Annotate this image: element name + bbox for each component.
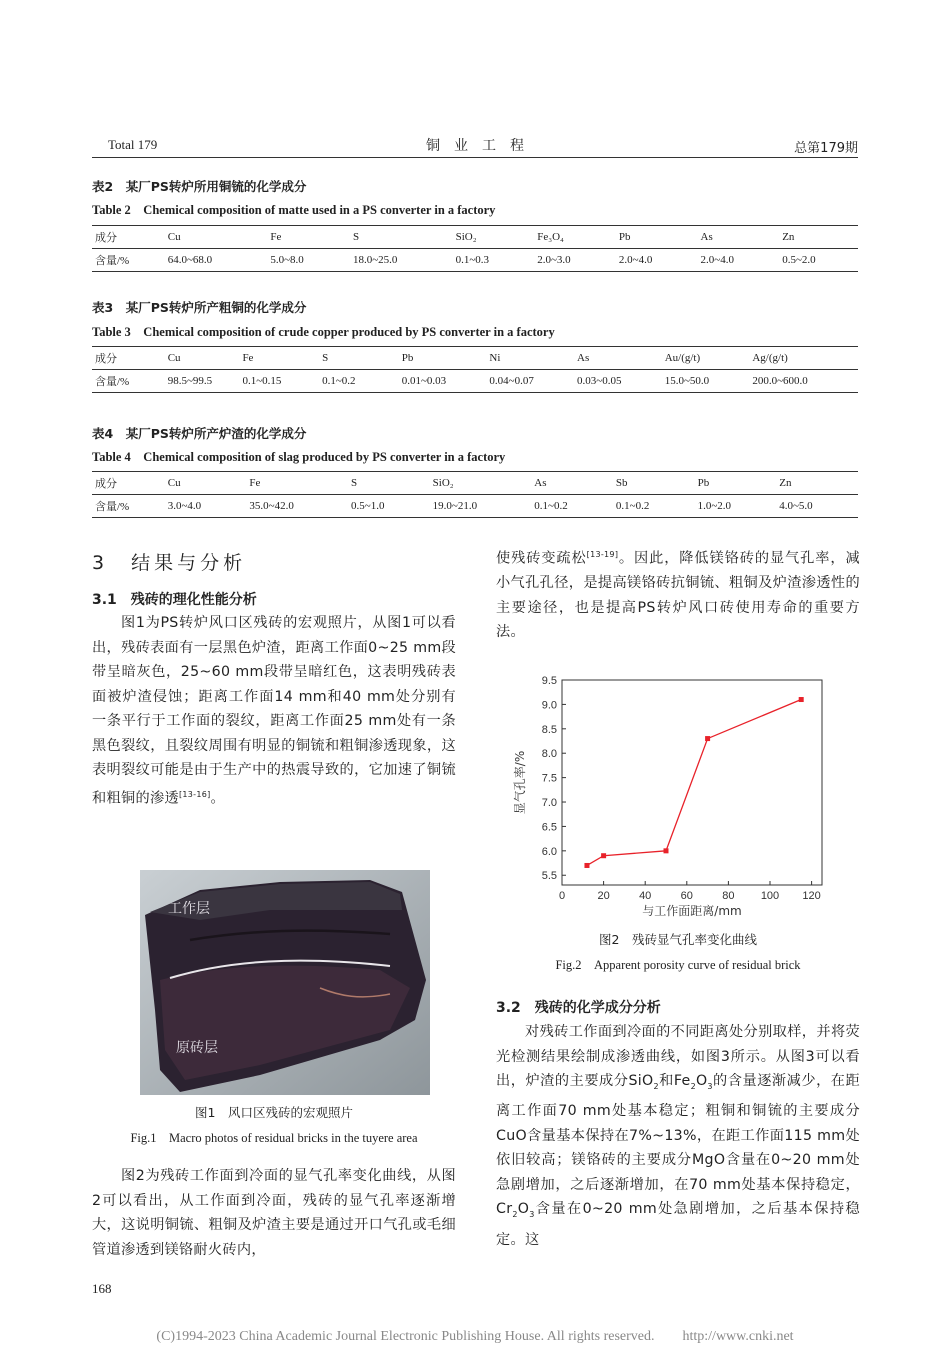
table-cell: S (322, 347, 402, 370)
p32-d: 的含量逐渐减少，在距离工作面70 mm处基本稳定；粗铜和铜锍的主要成分CuO含量基本保持在7%~13%，在距工作面115 mm处依旧较高；镁铬砖的主要成分MgO含量在0~20 mm处急剧增加，之后逐渐增加，在70 mm处基本保持稳定，Cr (496, 1073, 861, 1218)
table-header-row (92, 226, 858, 249)
fig1-caption-cn: 图1 风口区残砖的宏观照片 (195, 1105, 353, 1120)
fig2-caption-en: Fig.2 Apparent porosity curve of residual brick (555, 958, 801, 972)
table-cell: 0.5~1.0 (351, 495, 433, 518)
subsection-3-2-title: 3.2 残砖的化学成分分析 (496, 1000, 661, 1016)
table-cell: 含量/% (92, 249, 168, 272)
paragraph-3-1-b: 图2为残砖工作面到冷面的显气孔率变化曲线，从图2可以看出，从工作面到冷面，残砖的显气孔率逐渐增大，这说明铜锍、粗铜及炉渣主要是通过开口气孔或毛细管道渗透到镁铬耐火砖内， (92, 1168, 456, 1258)
table-cell: 2.0~4.0 (619, 249, 701, 272)
porosity-chart (506, 670, 836, 925)
fig1-caption-en: Fig.1 Macro photos of residual bricks in the tuyere area (130, 1131, 418, 1145)
table-cell: 4.0~5.0 (779, 495, 858, 518)
table-cell: Cu (168, 347, 243, 370)
y-tick-label: 8.0 (541, 748, 557, 761)
page-number: 168 (92, 1281, 112, 1296)
table-row (92, 370, 858, 393)
copyright-line: (C)1994-2023 China Academic Journal Electronic Publishing House. All rights reserved. http://www.cnki.net (156, 1329, 794, 1344)
table4-caption-en: Table 4 Chemical composition of slag produced by PS converter in a factory (92, 450, 506, 464)
data-point (601, 853, 606, 858)
table2-caption-en: Table 2 Chemical composition of matte used in a PS converter in a factory (92, 203, 496, 217)
citation-13-19: [13-19] (586, 550, 619, 559)
table-cell: 含量/% (92, 370, 168, 393)
table-cell: 0.1~0.3 (456, 249, 538, 272)
table-row (92, 495, 858, 518)
x-axis-label: 与工作面距离/mm (642, 904, 742, 918)
data-point (664, 848, 669, 853)
table-cell: 含量/% (92, 495, 168, 518)
table-cell: 19.0~21.0 (433, 495, 535, 518)
y-tick-label: 8.5 (541, 723, 557, 736)
y-tick-label: 7.0 (541, 797, 557, 810)
table-cell: 35.0~42.0 (249, 495, 351, 518)
table-cell: SiO₂ (433, 472, 535, 495)
journal-title: 铜 业 工 程 (426, 138, 524, 154)
table-cell: 15.0~50.0 (665, 370, 753, 393)
sub-2: 2 (653, 1081, 659, 1091)
table-cell: S (351, 472, 433, 495)
x-tick-label: 80 (722, 890, 735, 902)
table-cell: Pb (402, 347, 490, 370)
table-cell: 0.1~0.2 (322, 370, 402, 393)
brick-illustration (140, 870, 430, 1095)
table-cell: Fe (270, 226, 353, 249)
x-tick-label: 0 (558, 890, 566, 902)
table-cell: Sb (616, 472, 698, 495)
subsection-3-1-title: 3.1 残砖的理化性能分析 (92, 592, 257, 608)
table-cell: S (353, 226, 456, 249)
table-row (92, 249, 858, 272)
table3-caption-cn: 表3 某厂PS转炉所产粗铜的化学成分 (92, 300, 307, 315)
p32-f: 含量在0~20 mm处急剧增加，之后基本保持稳定。这 (496, 1201, 860, 1248)
table-cell: 0.5~2.0 (782, 249, 858, 272)
sub-3: 3 (707, 1081, 713, 1091)
x-tick-label: 20 (597, 890, 610, 902)
y-tick-label: 7.5 (541, 772, 557, 785)
table-cell: Fe (242, 347, 322, 370)
residual-brick-photo (140, 870, 430, 1095)
table-cell: SiO₂ (456, 226, 538, 249)
table-cell: 3.0~4.0 (168, 495, 250, 518)
porosity-line (587, 700, 801, 866)
p32-b: 和Fe (658, 1073, 691, 1089)
p32-c: O (695, 1073, 708, 1089)
table-cell: 98.5~99.5 (168, 370, 243, 393)
table-cell: 0.1~0.15 (242, 370, 322, 393)
table-cell: 18.0~25.0 (353, 249, 456, 272)
paragraph-3-2 (496, 1020, 860, 1252)
table-cell: 0.1~0.2 (616, 495, 698, 518)
table-header-row (92, 472, 858, 495)
x-tick-label: 100 (760, 890, 780, 902)
table-cell: Pb (698, 472, 780, 495)
table-cell: Zn (779, 472, 858, 495)
original-layer-label: 原砖层 (176, 1040, 218, 1056)
table3 (92, 346, 858, 393)
table-cell: As (534, 472, 616, 495)
p2-cont-text: 使残砖变疏松 (496, 550, 587, 567)
sub-2c: 2 (512, 1210, 518, 1220)
paragraph-3-1-a (92, 611, 456, 811)
table-cell: 1.0~2.0 (698, 495, 780, 518)
data-point (705, 736, 710, 741)
x-tick-label: 40 (639, 890, 652, 902)
table-cell: 成分 (92, 347, 168, 370)
working-layer-label: 工作层 (168, 901, 210, 917)
sub-3b: 3 (529, 1210, 535, 1220)
table-cell: Pb (619, 226, 701, 249)
table-cell: Cu (168, 226, 271, 249)
table2-caption-cn: 表2 某厂PS转炉所用铜锍的化学成分 (92, 179, 307, 194)
table-cell: Ag/(g/t) (752, 347, 858, 370)
data-point (799, 697, 804, 702)
table-cell: 64.0~68.0 (168, 249, 271, 272)
table-cell: 成分 (92, 472, 168, 495)
table-cell: Zn (782, 226, 858, 249)
section-3-title: 3 结果与分析 (92, 552, 247, 574)
y-tick-label: 6.0 (541, 845, 557, 858)
table-cell: 2.0~3.0 (537, 249, 619, 272)
paragraph-3-1-b-cont (496, 543, 860, 645)
table-cell: Fe₃O₄ (537, 226, 619, 249)
table-cell: 0.01~0.03 (402, 370, 490, 393)
table-cell: As (577, 347, 665, 370)
table2 (92, 225, 858, 272)
table4-caption-cn: 表4 某厂PS转炉所产炉渣的化学成分 (92, 426, 307, 441)
y-axis-label: 显气孔率/% (513, 750, 527, 815)
y-tick-label: 9.5 (541, 675, 557, 687)
p2-rest-text: 。因此，降低镁铬砖的显气孔率，减小气孔孔径，是提高镁铬砖抗铜锍、粗铜及炉渣渗透性的主要途径，也是提高PS转炉风口砖使用寿命的重要方法。 (496, 550, 860, 641)
table-cell: Ni (489, 347, 577, 370)
y-tick-label: 5.5 (541, 870, 557, 883)
table-cell: 0.04~0.07 (489, 370, 577, 393)
x-tick-label: 60 (680, 890, 693, 902)
table-cell: Cu (168, 472, 250, 495)
y-tick-label: 6.5 (541, 821, 557, 834)
fig2-caption-cn: 图2 残砖显气孔率变化曲线 (599, 932, 757, 947)
table-cell: 5.0~8.0 (270, 249, 353, 272)
chart-marks (584, 697, 803, 868)
p32-a: 对残砖工作面到冷面的不同距离处分别取样，并将荧光检测结果绘制成渗透曲线，如图3所示。从图3可以看出，炉渣的主要成分SiO (496, 1024, 860, 1089)
data-point (584, 863, 589, 868)
header-rule (92, 157, 858, 158)
p32-e: O (517, 1201, 530, 1218)
table4 (92, 471, 858, 518)
table-cell: 2.0~4.0 (701, 249, 783, 272)
table-cell: 0.03~0.05 (577, 370, 665, 393)
citation-13-16: [13-16] (178, 789, 211, 799)
table-cell: Au/(g/t) (665, 347, 753, 370)
table-header-row (92, 347, 858, 370)
y-tick-label: 9.0 (541, 699, 557, 712)
sub-2b: 2 (690, 1081, 696, 1091)
table-cell: 200.0~600.0 (752, 370, 858, 393)
table-cell: 成分 (92, 226, 168, 249)
running-header-left: Total 179 (108, 137, 158, 152)
table-cell: 0.1~0.2 (534, 495, 616, 518)
x-tick-label: 120 (802, 890, 821, 902)
table3-caption-en: Table 3 Chemical composition of crude copper produced by PS converter in a factory (92, 325, 555, 339)
table-cell: Fe (249, 472, 351, 495)
table-cell: As (701, 226, 783, 249)
running-header-right: 总第179期 (794, 141, 858, 156)
p1-end: 。 (210, 790, 226, 807)
p1-text: 图1为PS转炉风口区残砖的宏观照片，从图1可以看出，残砖表面有一层黑色炉渣，距离工作面0~25 mm段带呈暗灰色，25~60 mm段带呈暗红色，这表明残砖表面被炉渣侵蚀；距离工作面14 mm和40 mm处分别有一条平行于工作面的裂纹，距离工作面25 mm处有一条黑色裂纹，且裂纹周围有明显的铜锍和粗铜渗透现象，这表明裂纹可能是由于生产中的热震导致的，它加速了铜锍和粗铜的渗透 (92, 615, 456, 807)
